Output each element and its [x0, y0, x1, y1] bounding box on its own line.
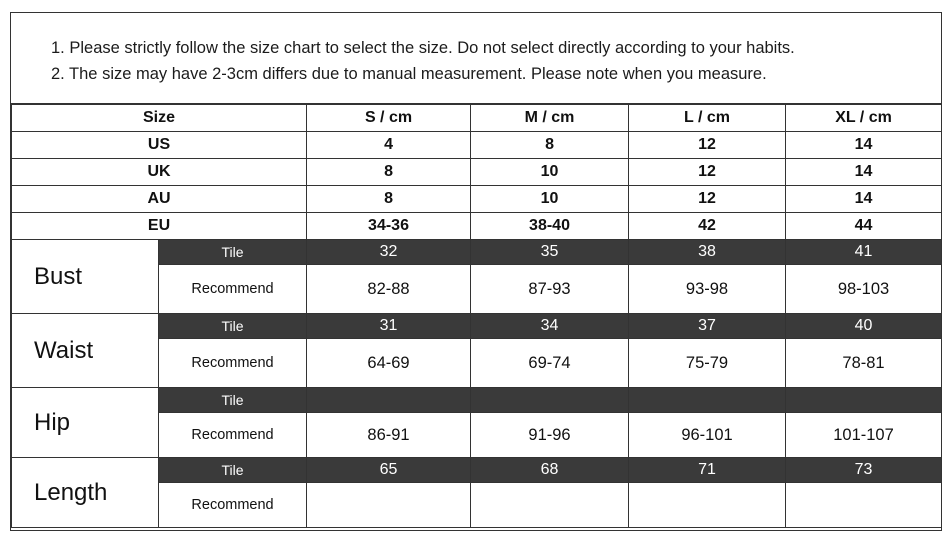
table-cell: 14: [786, 132, 942, 159]
header-col: S / cm: [307, 105, 471, 132]
table-cell: 82-88: [307, 265, 471, 314]
bust-tile-row: [12, 240, 942, 265]
table-cell: 10: [471, 159, 629, 186]
table-cell: 31: [307, 314, 471, 339]
table-cell: 75-79: [629, 339, 786, 388]
table-cell: [307, 483, 471, 528]
header-col: XL / cm: [786, 105, 942, 132]
size-notes: [11, 13, 941, 104]
table-cell: 64-69: [307, 339, 471, 388]
table-cell: 73: [786, 458, 942, 483]
row-label: US: [12, 132, 307, 159]
table-cell: [307, 388, 471, 413]
table-cell: 12: [629, 132, 786, 159]
measurement-name: Hip: [12, 388, 159, 458]
size-table: [11, 104, 942, 528]
table-cell: 86-91: [307, 413, 471, 458]
recommend-label: Recommend: [159, 339, 307, 388]
measurement-name: Waist: [12, 314, 159, 388]
measurement-name: Length: [12, 458, 159, 528]
table-cell: [629, 483, 786, 528]
table-cell: 98-103: [786, 265, 942, 314]
row-label: EU: [12, 213, 307, 240]
note-line-2: 2. The size may have 2-3cm differs due to manual measurement. Please note when you measure.: [51, 65, 767, 83]
table-cell: 34-36: [307, 213, 471, 240]
table-cell: 10: [471, 186, 629, 213]
waist-tile-row: [12, 314, 942, 339]
table-cell: 38-40: [471, 213, 629, 240]
table-cell: 93-98: [629, 265, 786, 314]
table-cell: 78-81: [786, 339, 942, 388]
header-col: M / cm: [471, 105, 629, 132]
size-row-us: [12, 132, 942, 159]
header-row: [12, 105, 942, 132]
tile-label: Tile: [159, 240, 307, 265]
measurement-name: Bust: [12, 240, 159, 314]
table-cell: 69-74: [471, 339, 629, 388]
table-cell: 42: [629, 213, 786, 240]
tile-label: Tile: [159, 388, 307, 413]
size-chart: [10, 12, 942, 531]
table-cell: [786, 483, 942, 528]
row-label: UK: [12, 159, 307, 186]
table-cell: 4: [307, 132, 471, 159]
table-cell: 34: [471, 314, 629, 339]
table-cell: 40: [786, 314, 942, 339]
length-tile-row: [12, 458, 942, 483]
table-cell: [471, 483, 629, 528]
table-cell: 8: [307, 159, 471, 186]
table-cell: 37: [629, 314, 786, 339]
note-line-1: 1. Please strictly follow the size chart to select the size. Do not select directly according to your habits.: [51, 39, 795, 57]
table-cell: 68: [471, 458, 629, 483]
table-cell: 8: [471, 132, 629, 159]
row-label: AU: [12, 186, 307, 213]
table-cell: 14: [786, 159, 942, 186]
tile-label: Tile: [159, 458, 307, 483]
table-cell: [629, 388, 786, 413]
header-col: L / cm: [629, 105, 786, 132]
table-cell: [471, 388, 629, 413]
table-cell: 91-96: [471, 413, 629, 458]
table-cell: 65: [307, 458, 471, 483]
hip-tile-row: [12, 388, 942, 413]
table-cell: 12: [629, 159, 786, 186]
size-row-uk: [12, 159, 942, 186]
table-cell: 96-101: [629, 413, 786, 458]
table-cell: 14: [786, 186, 942, 213]
table-cell: 41: [786, 240, 942, 265]
size-row-au: [12, 186, 942, 213]
recommend-label: Recommend: [159, 265, 307, 314]
table-cell: 101-107: [786, 413, 942, 458]
recommend-label: Recommend: [159, 483, 307, 528]
recommend-label: Recommend: [159, 413, 307, 458]
table-cell: 8: [307, 186, 471, 213]
table-cell: 87-93: [471, 265, 629, 314]
table-cell: 71: [629, 458, 786, 483]
header-size-label: Size: [12, 105, 307, 132]
table-cell: [786, 388, 942, 413]
table-cell: 32: [307, 240, 471, 265]
size-row-eu: [12, 213, 942, 240]
table-cell: 38: [629, 240, 786, 265]
tile-label: Tile: [159, 314, 307, 339]
table-cell: 12: [629, 186, 786, 213]
table-cell: 35: [471, 240, 629, 265]
table-cell: 44: [786, 213, 942, 240]
